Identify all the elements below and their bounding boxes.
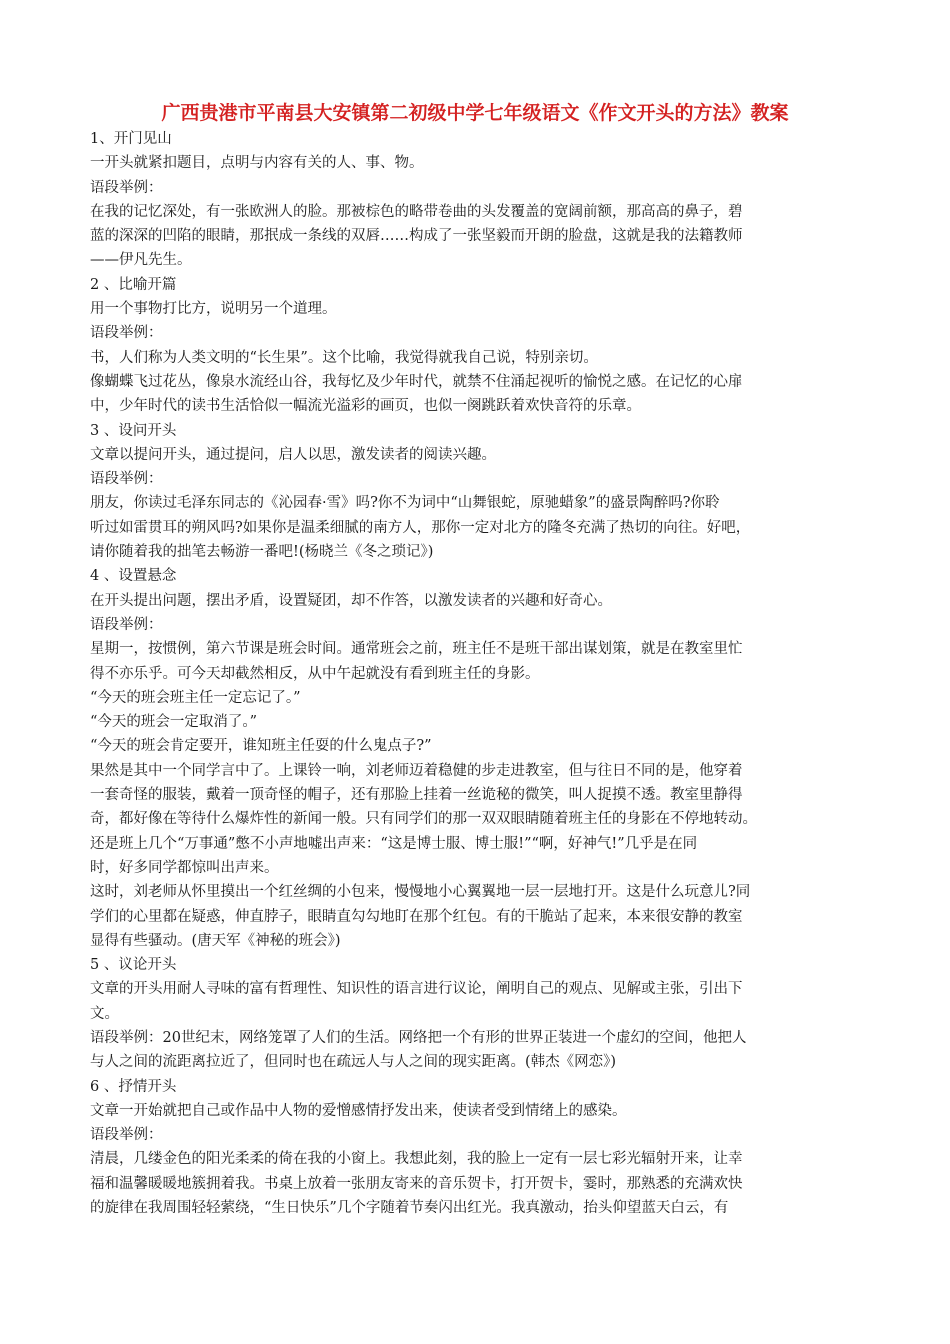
text-line: “今天的班会班主任一定忘记了。”: [90, 689, 301, 706]
text-line: 福和温馨暖暖地簇拥着我。书桌上放着一张朋友寄来的音乐贺卡，打开贺卡，霎时，那熟悉的充满欢快: [90, 1175, 743, 1192]
text-line: 语段举例：: [90, 325, 163, 342]
text-line: 文章的开头用耐人寻味的富有哲理性、知识性的语言进行议论，阐明自己的观点、见解或主张，引出下: [90, 981, 743, 998]
text-line: 时，好多同学都惊叫出声来。: [90, 859, 279, 876]
text-line: 显得有些骚动。(唐天军《神秘的班会》): [90, 932, 341, 949]
text-line: 4 、设置悬念: [90, 568, 177, 585]
document-title: 广西贵港市平南县大安镇第二初级中学七年级语文《作文开头的方法》教案: [161, 102, 789, 124]
text-line: 5 、议论开头: [90, 957, 177, 974]
text-line: ——伊凡先生。: [90, 252, 192, 269]
text-line: 语段举例：: [90, 616, 163, 633]
text-line: 听过如雷贯耳的朔风吗?如果你是温柔细腻的南方人，那你一定对北方的隆冬充满了热切的向往。好吧，: [90, 519, 751, 536]
text-line: 1、开门见山: [90, 131, 172, 147]
document-page: [90, 100, 860, 1220]
text-line: 中，少年时代的读书生活恰似一幅流光溢彩的画页，也似一阕跳跃着欢快音符的乐章。: [90, 398, 641, 415]
text-line: 与人之间的流距离拉近了，但同时也在疏远人与人之间的现实距离。(韩杰《网恋》): [90, 1054, 617, 1071]
text-line: 还是班上几个“万事通”憋不小声地嘘出声来：“这是博士服、博士服!”“啊，好神气!”几乎是在同: [90, 835, 698, 852]
text-line: 3 、设问开头: [90, 422, 177, 439]
text-line: 星期一，按惯例，第六节课是班会时间。通常班会之前，班主任不是班干部出谋划策，就是在教室里忙: [90, 641, 743, 658]
text-line: 蓝的深深的凹陷的眼睛，那抿成一条线的双唇……构成了一张坚毅而开朗的脸盘，这就是我的法籍教师: [90, 228, 743, 245]
text-line: 文章以提问开头，通过提问，启人以思，激发读者的阅读兴趣。: [90, 446, 496, 463]
text-line: 朋友，你读过毛泽东同志的《沁园春·雪》吗?你不为词中“山舞银蛇，原驰蜡象”的盛景陶醉吗?你聆: [90, 495, 720, 512]
text-line: 奇，都好像在等待什么爆炸性的新闻一般。只有同学们的那一双双眼睛随着班主任的身影在不停地转动。: [90, 811, 757, 828]
text-line: 用一个事物打比方，说明另一个道理。: [90, 301, 337, 318]
text-line: 清晨，几缕金色的阳光柔柔的倚在我的小窗上。我想此刻，我的脸上一定有一层七彩光辐射开来，让幸: [90, 1151, 743, 1168]
text-line: 这时，刘老师从怀里摸出一个红丝绸的小包来，慢慢地小心翼翼地一层一层地打开。这是什么玩意儿?同: [90, 884, 751, 901]
text-line: 2 、比喻开篇: [90, 276, 177, 293]
text-line: 请你随着我的拙笔去畅游一番吧!(杨晓兰《冬之琐记》): [90, 544, 434, 561]
text-line: 一套奇怪的服装，戴着一顶奇怪的帽子，还有那脸上挂着一丝诡秘的微笑，叫人捉摸不透。教室里静得: [90, 787, 743, 804]
document-body: [90, 127, 860, 1220]
text-line: 得不亦乐乎。可今天却截然相反，从中午起就没有看到班主任的身影。: [90, 665, 540, 682]
text-line: 语段举例：: [90, 179, 163, 196]
text-line: “今天的班会肯定要开，谁知班主任耍的什么鬼点子?”: [90, 738, 432, 755]
text-line: 语段举例：: [90, 1127, 163, 1144]
text-line: 文。: [90, 1005, 119, 1022]
text-line: 的旋律在我周围轻轻萦绕，“生日快乐”几个字随着节奏闪出红光。我真激动，抬头仰望蓝天白云，有: [90, 1200, 729, 1217]
text-line: 文章一开始就把自己或作品中人物的爱憎感情抒发出来，使读者受到情绪上的感染。: [90, 1102, 627, 1119]
text-line: 语段举例：: [90, 471, 163, 488]
text-line: 书，人们称为人类文明的“长生果”。这个比喻，我觉得就我自己说，特别亲切。: [90, 349, 598, 366]
text-line: 语段举例：20世纪末，网络笼罩了人们的生活。网络把一个有形的世界正装进一个虚幻的空间，他把人: [90, 1029, 747, 1046]
text-line: 学们的心里都在疑惑，伸直脖子，眼睛直勾勾地盯在那个红包。有的干脆站了起来，本来很安静的教室: [90, 908, 743, 925]
text-line: 在我的记忆深处，有一张欧洲人的脸。那被棕色的略带卷曲的头发覆盖的宽阔前额，那高高的鼻子，碧: [90, 203, 743, 220]
text-line: 在开头提出问题，摆出矛盾，设置疑团，却不作答，以激发读者的兴趣和好奇心。: [90, 592, 612, 609]
text-line: “今天的班会一定取消了。”: [90, 714, 258, 731]
text-line: 6 、抒情开头: [90, 1078, 177, 1095]
text-line: 果然是其中一个同学言中了。上课铃一响，刘老师迈着稳健的步走进教室，但与往日不同的是，他穿着: [90, 762, 743, 779]
text-line: 像蝴蝶飞过花丛，像泉水流经山谷，我每忆及少年时代，就禁不住涌起视听的愉悦之感。在记忆的心扉: [90, 373, 743, 390]
text-line: 一开头就紧扣题目，点明与内容有关的人、事、物。: [90, 155, 424, 172]
